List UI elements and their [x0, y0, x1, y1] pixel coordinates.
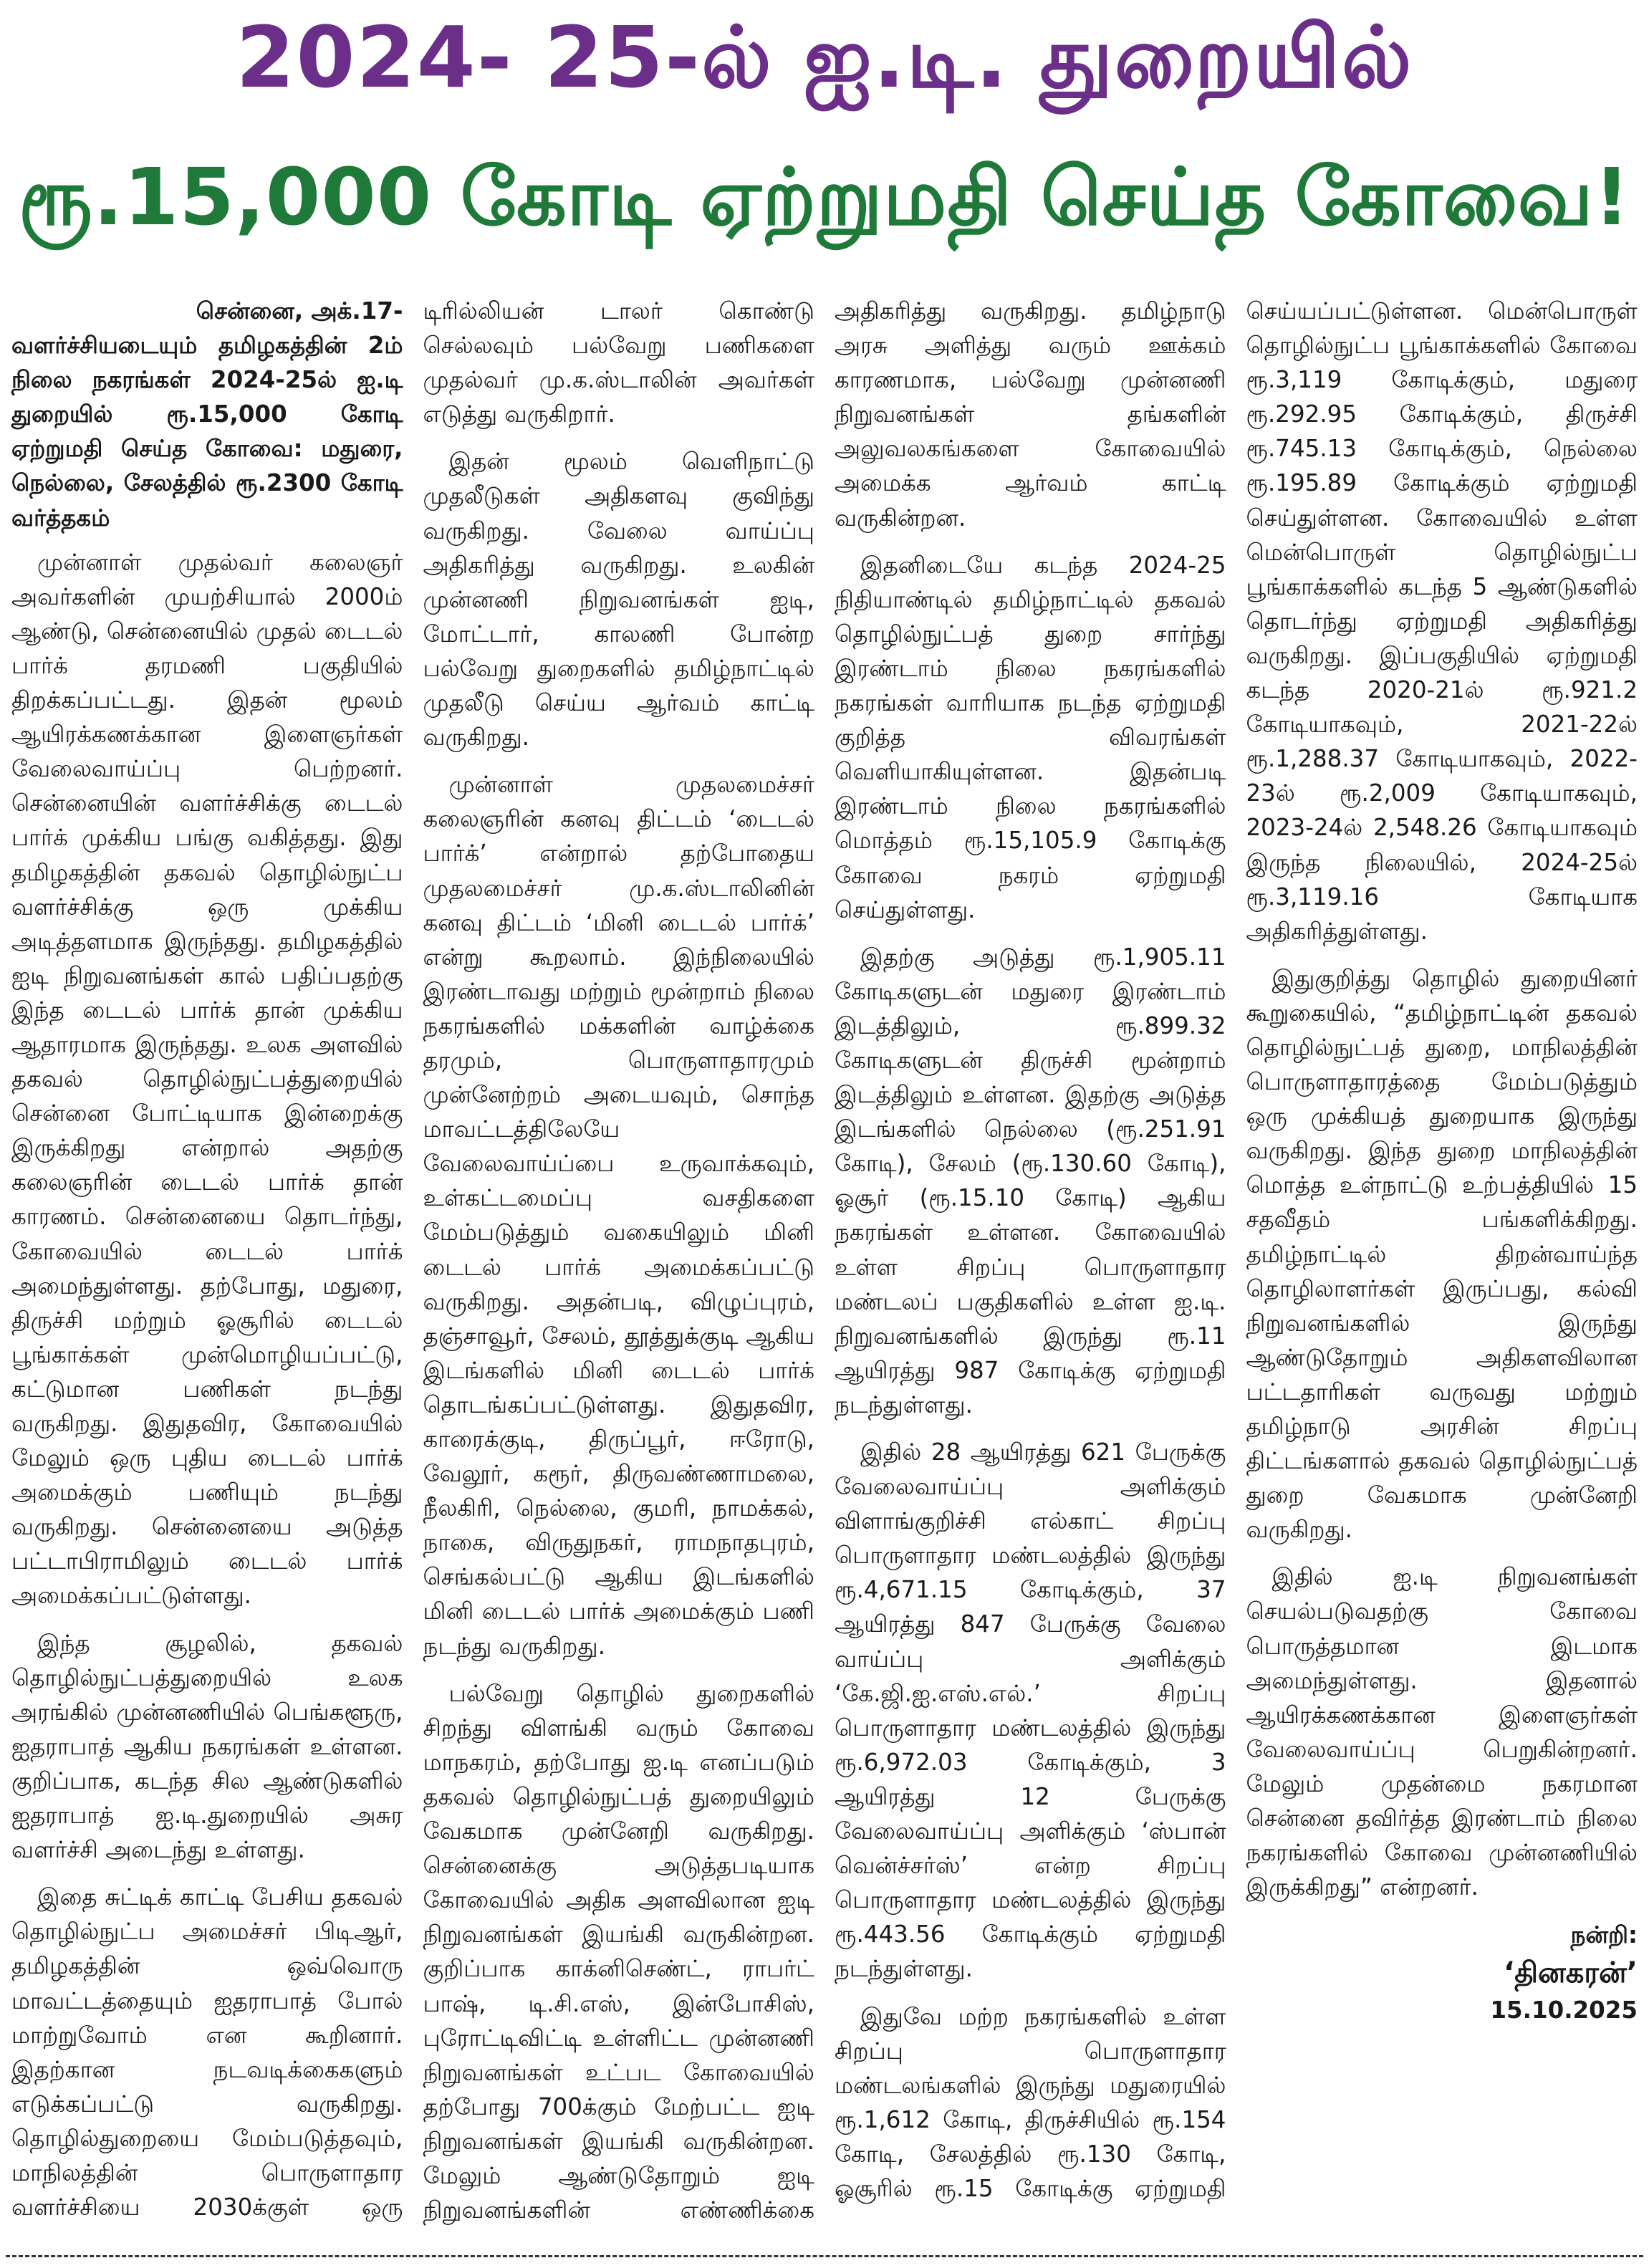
paragraph: முன்னாள் முதலமைச்சர் கலைஞரின் கனவு திட்டம் ‘டைடல் பார்க்’ என்றால் தற்போதைய முதலமைச்சர் மு.க.ஸ்டாலினின் கனவு திட்டம் ‘மினி டைடல் பார்க்’ என்று கூறலாம். இந்நிலையில் இரண்டாவது மற்றும் மூன்றாம் நிலை நகரங்களில் மக்களின் வாழ்க்கை தரமும், பொருளாதாரமும் முன்னேற்றம் அடையவும், சொந்த மாவட்டத்திலேயே வேலைவாய்ப்பை உருவாக்கவும், உள்கட்டமைப்பு வசதிகளை மேம்படுத்தும் வகையிலும் மினி டைடல் பார்க் அமைக்கப்பட்டு வருகிறது. அதன்படி, விழுப்புரம், தஞ்சாவூர், சேலம், தூத்துக்குடி ஆகிய இடங்களில் மினி டைடல் பார்க் தொடங்கப்பட்டுள்ளது. இதுதவிர, காரைக்குடி, திருப்பூர், ஈரோடு, வேலூர், கரூர், திருவண்ணாமலை, நீலகிரி, நெல்லை, குமரி, நாமக்கல், நாகை, விருதுநகர், ராமநாதபுரம், செங்கல்பட்டு ஆகிய இடங்களில் மினி டைடல் பார்க் அமைக்கும் பணி நடந்து வருகிறது.	[423, 771, 814, 1660]
paragraph: இதை சுட்டிக் காட்டி பேசிய தகவல் தொழில்நுட்ப அமைச்சர் பிடிஆர், தமிழகத்தின் ஒவ்வொரு மாவட்டத்தையும் ஐதராபாத் போல் மாற்றுவோம் என கூறினார். இதற்கான நடவடிக்கைகளும் எடுக்கப்பட்டு வருகிறது. தொழில்துறையை மேம்படுத்தவும், மாநிலத்தின் பொருளாதார வளர்ச்சியை 2030க்குள் ஒரு டிரில்லியன் டாலர் கொண்டு செல்லவும் பல்வேறு பணிகளை முதல்வர் மு.க.ஸ்டாலின் அவர்கள் எடுத்து வருகிறார்.	[11, 297, 814, 2221]
paragraph: இதற்கு அடுத்து ரூ.1,905.11 கோடிகளுடன் மதுரை இரண்டாம் இடத்திலும், ரூ.899.32 கோடிகளுடன் திருச்சி மூன்றாம் இடத்திலும் உள்ளன. இதற்கு அடுத்த இடங்களில் நெல்லை (ரூ.251.91 கோடி), சேலம் (ரூ.130.60 கோடி), ஓசூர் (ரூ.15.10 கோடி) ஆகிய நகரங்கள் உள்ளன. கோவையில் உள்ள சிறப்பு பொருளாதார மண்டலப் பகுதிகளில் உள்ள ஐ.டி. நிறுவனங்களில் இருந்து ரூ.11 ஆயிரத்து 987 கோடிக்கு ஏற்றுமதி நடந்துள்ளது.	[835, 943, 1226, 1418]
headline-main: ரூ.15,000 கோடி ஏற்றுமதி செய்த கோவை!	[18, 151, 1631, 243]
article-summary	[11, 294, 403, 535]
paragraph: இந்த சூழலில், தகவல் தொழில்நுட்பத்துறையில் உலக அரங்கில் முன்னணியில் பெங்களூரு, ஐதராபாத் ஆகிய நகரங்கள் உள்ளன. குறிப்பாக, கடந்த சில ஆண்டுகளில் ஐதராபாத் ஐ.டி.துறையில் அசுர வளர்ச்சி அடைந்து உள்ளது.	[11, 1629, 403, 1864]
summary-text: வளர்ச்சியடையும் தமிழகத்தின் 2ம் நிலை நகரங்கள் 2024-25ல் ஐ.டி துறையில் ரூ.15,000 கோடி ஏற்றுமதி செய்த கோவை: மதுரை, நெல்லை, சேலத்தில் ரூ.2300 கோடி வர்த்தகம்	[11, 332, 403, 532]
paragraph: முன்னாள் முதல்வர் கலைஞர் அவர்களின் முயற்சியால் 2000ம் ஆண்டு, சென்னையில் முதல் டைடல் பார்க் தரமணி பகுதியில் திறக்கப்பட்டது. இதன் மூலம் ஆயிரக்கணக்கான இளைஞர்கள் வேலைவாய்ப்பு பெற்றனர். சென்னையின் வளர்ச்சிக்கு டைடல் பார்க் முக்கிய பங்கு வகித்தது. இது தமிழகத்தின் தகவல் தொழில்நுட்ப வளர்ச்சிக்கு ஒரு முக்கிய அடித்தளமாக இருந்தது. தமிழகத்தில் ஐடி நிறுவனங்கள் கால் பதிப்பதற்கு இந்த டைடல் பார்க் தான் முக்கிய ஆதாரமாக இருந்தது. உலக அளவில் தகவல் தொழில்நுட்பத்துறையில் சென்னை போட்டியாக இன்றைக்கு இருக்கிறது என்றால் அதற்கு கலைஞரின் டைடல் பார்க் தான் காரணம். சென்னையை தொடர்ந்து, கோவையில் டைடல் பார்க் அமைந்துள்ளது. தற்போது, மதுரை, திருச்சி மற்றும் ஓசூரில் டைடல் பூங்காக்கள் முன்மொழியப்பட்டு, கட்டுமான பணிகள் நடந்து வருகிறது. இதுதவிர, கோவையில் மேலும் ஒரு புதிய டைடல் பார்க் அமைக்கும் பணியும் நடந்து வருகிறது. சென்னையை அடுத்த பட்டாபிராமிலும் டைடல் பார்க் அமைக்கப்பட்டுள்ளது.	[11, 548, 403, 1610]
article-body	[11, 294, 1638, 2228]
paragraph: இதுவே மற்ற நகரங்களில் உள்ள சிறப்பு பொருளாதார மண்டலங்களில் இருந்து மதுரையில் ரூ.1,612 கோடி, திருச்சியில் ரூ.154 கோடி, சேலத்தில் ரூ.130 கோடி, ஓசூரில் ரூ.15 கோடிக்கு ஏற்றுமதி செய்யப்பட்டுள்ளன. மென்பொருள் தொழில்நுட்ப பூங்காக்களில் கோவை ரூ.3,119 கோடிக்கும், மதுரை ரூ.292.95 கோடிக்கும், திருச்சி ரூ.745.13 கோடிக்கும், நெல்லை ரூ.195.89 கோடிக்கும் ஏற்றுமதி செய்துள்ளன. கோவையில் உள்ள மென்பொருள் தொழில்நுட்ப பூங்காக்களில் கடந்த 5 ஆண்டுகளில் தொடர்ந்து ஏற்றுமதி அதிகரித்து வருகிறது. இப்பகுதியில் ஏற்றுமதி கடந்த 2020-21ல் ரூ.921.2 கோடியாகவும், 2021-22ல் ரூ.1,288.37 கோடியாகவும், 2022-23ல் ரூ.2,009 கோடியாகவும், 2023-24ல் 2,548.26 கோடியாகவும் இருந்த நிலையில், 2024-25ல் ரூ.3,119.16 கோடியாக அதிகரித்துள்ளது.	[835, 297, 1638, 2202]
source-credit	[1246, 1918, 1638, 2027]
credit-date: 15.10.2025	[1490, 1996, 1638, 2024]
headline-kicker: 2024- 25-ல் ஐ.டி. துறையில்	[236, 8, 1413, 107]
paragraph: பல்வேறு தொழில் துறைகளில் சிறந்து விளங்கி வரும் கோவை மாநகரம், தற்போது ஐ.டி எனப்படும் தகவல் தொழில்நுட்பத் துறையிலும் வேகமாக முன்னேறி வருகிறது. சென்னைக்கு அடுத்தபடியாக கோவையில் அதிக அளவிலான ஐடி நிறுவனங்கள் இயங்கி வருகின்றன. குறிப்பாக காக்னிசெண்ட், ராபர்ட் பாஷ், டி.சி.எஸ், இன்போசிஸ், புரோட்டிவிட்டி உள்ளிட்ட முன்னணி நிறுவனங்கள் உட்பட கோவையில் தற்போது 700க்கும் மேற்பட்ட ஐடி நிறுவனங்கள் இயங்கி வருகின்றன. மேலும் ஆண்டுதோறும் ஐடி நிறுவனங்களின் எண்ணிக்கை அதிகரித்து வருகிறது. தமிழ்நாடு அரசு அளித்து வரும் ஊக்கம் காரணமாக, பல்வேறு முன்னணி நிறுவனங்கள் தங்களின் அலுவலகங்களை கோவையில் அமைக்க ஆர்வம் காட்டி வருகின்றன.	[423, 297, 1226, 2224]
paragraph: இதில் ஐ.டி நிறுவனங்கள் செயல்படுவதற்கு கோவை பொருத்தமான இடமாக அமைந்துள்ளது. இதனால் ஆயிரக்கணக்கான இளைஞர்கள் வேலைவாய்ப்பு பெறுகின்றனர். மேலும் முதன்மை நகரமான சென்னை தவிர்த்த இரண்டாம் நிலை நகரங்களில் கோவை முன்னணியில் இருக்கிறது” என்றனர்.	[1246, 1563, 1638, 1901]
paragraph: இதில் 28 ஆயிரத்து 621 பேருக்கு வேலைவாய்ப்பு அளிக்கும் விளாங்குறிச்சி எல்காட் சிறப்பு பொருளாதார மண்டலத்தில் இருந்து ரூ.4,671.15 கோடிக்கும், 37 ஆயிரத்து 847 பேருக்கு வேலை வாய்ப்பு அளிக்கும் ‘கே.ஜி.ஐ.எஸ்.எல்.’ சிறப்பு பொருளாதார மண்டலத்தில் இருந்து ரூ.6,972.03 கோடிக்கும், 3 ஆயிரத்து 12 பேருக்கு வேலைவாய்ப்பு அளிக்கும் ‘ஸ்பான் வென்ச்சர்ஸ்’ என்ற சிறப்பு பொருளாதார மண்டலத்தில் இருந்து ரூ.443.56 கோடிக்கும் ஏற்றுமதி நடந்துள்ளது.	[835, 1438, 1226, 1983]
dateline: சென்னை, அக்.17-	[196, 297, 403, 325]
paragraph: இதுகுறித்து தொழில் துறையினர் கூறுகையில், “தமிழ்நாட்டின் தகவல் தொழில்நுட்பத் துறை, மாநிலத்தின் பொருளாதாரத்தை மேம்படுத்தும் ஒரு முக்கியத் துறையாக இருந்து வருகிறது. இந்த துறை மாநிலத்தின் மொத்த உள்நாட்டு உற்பத்தியில் 15 சதவீதம் பங்களிக்கிறது. தமிழ்நாட்டில் திறன்வாய்ந்த தொழிலாளர்கள் இருப்பது, கல்வி நிறுவனங்களில் இருந்து ஆண்டுதோறும் அதிகளவிலான பட்டதாரிகள் வருவது மற்றும் தமிழ்நாடு அரசின் சிறப்பு திட்டங்களால் தகவல் தொழில்நுட்பத் துறை வேகமாக முன்னேறி வருகிறது.	[1246, 964, 1638, 1544]
paragraph: இதனிடையே கடந்த 2024-25 நிதியாண்டில் தமிழ்நாட்டில் தகவல் தொழில்நுட்பத் துறை சார்ந்து இரண்டாம் நிலை நகரங்களில் நகரங்கள் வாரியாக நடந்த ஏற்றுமதி குறித்த விவரங்கள் வெளியாகியுள்ளன. இதன்படி இரண்டாம் நிலை நகரங்களில் மொத்தம் ரூ.15,105.9 கோடிக்கு கோவை நகரம் ஏற்றுமதி செய்துள்ளது.	[835, 551, 1226, 923]
credit-label: நன்றி:	[1570, 1921, 1638, 1949]
dashed-divider	[6, 2255, 1643, 2257]
paragraph: இதன் மூலம் வெளிநாட்டு முதலீடுகள் அதிகளவு குவிந்து வருகிறது. வேலை வாய்ப்பு அதிகரித்து வருகிறது. உலகின் முன்னணி நிறுவனங்கள் ஐடி, மோட்டார், காலணி போன்ற பல்வேறு துறைகளில் தமிழ்நாட்டில் முதலீடு செய்ய ஆர்வம் காட்டி வருகிறது.	[423, 448, 814, 751]
credit-newspaper: ‘தினகரன்’	[1504, 1956, 1638, 1990]
